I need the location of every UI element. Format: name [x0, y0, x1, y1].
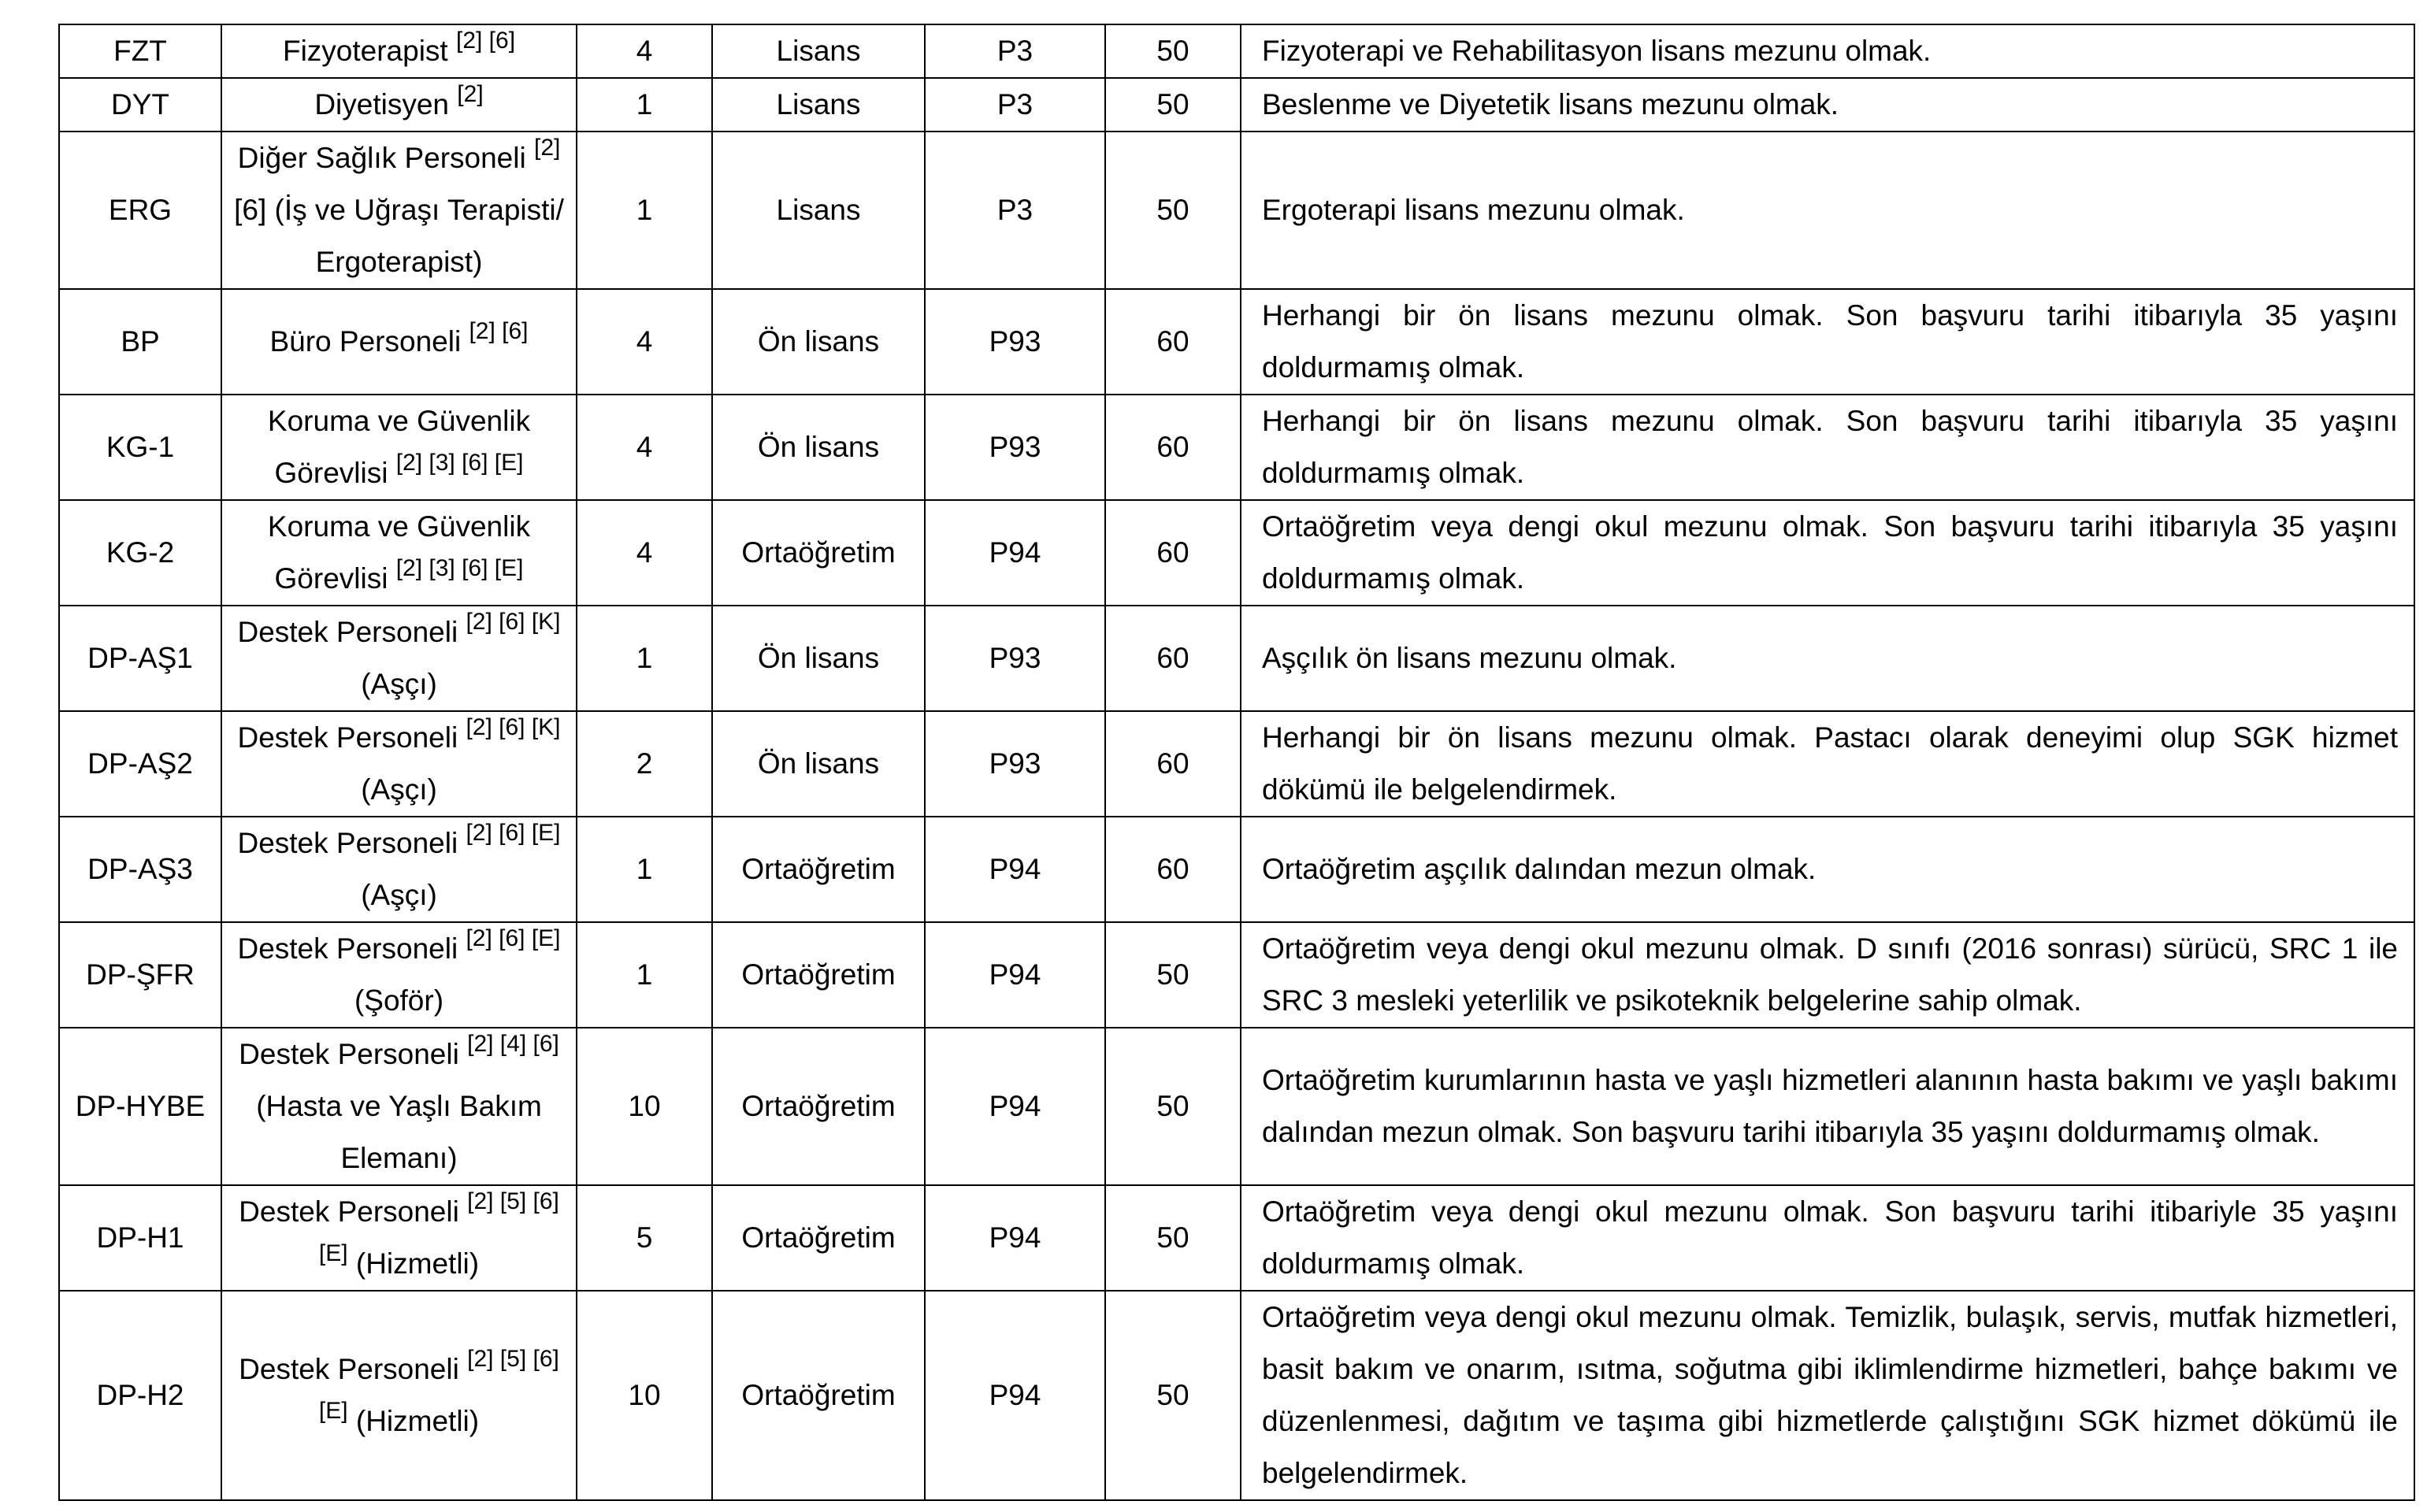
- position-title-suffix: (Aşçı): [361, 879, 437, 911]
- position-title: Fizyoterapist: [282, 35, 448, 67]
- reference-notes: [2] [5] [6] [E]: [318, 1188, 559, 1266]
- minimum-score-cell: 50: [1105, 1291, 1241, 1500]
- position-title: Destek Personeli: [239, 1038, 459, 1070]
- position-title-suffix: (Hasta ve Yaşlı Bakım Elemanı): [256, 1090, 542, 1174]
- position-title-cell: [221, 711, 577, 817]
- position-title: Destek Personeli: [239, 1353, 459, 1385]
- position-title: Koruma ve Güvenlik Görevlisi: [267, 405, 531, 489]
- position-code-cell: KG-2: [59, 500, 221, 606]
- minimum-score-cell: 50: [1105, 132, 1241, 289]
- reference-notes: [2] [6]: [455, 28, 516, 54]
- position-title: Destek Personeli: [237, 932, 458, 965]
- position-code-cell: DP-AŞ1: [59, 606, 221, 711]
- education-level-cell: Ön lisans: [712, 606, 925, 711]
- table-row: [59, 1185, 2414, 1291]
- position-code-cell: DP-ŞFR: [59, 922, 221, 1028]
- education-level-cell: Ortaöğretim: [712, 1291, 925, 1500]
- position-title-cell: [221, 922, 577, 1028]
- reference-notes: [2]: [533, 135, 561, 161]
- table-row: [59, 1291, 2414, 1500]
- requirement-cell: Aşçılık ön lisans mezunu olmak.: [1241, 606, 2414, 711]
- requirement-cell: Herhangi bir ön lisans mezunu olmak. Son başvuru tarihi itibarıyla 35 yaşını doldurmamış olmak.: [1241, 395, 2414, 500]
- kpss-type-cell: P3: [925, 78, 1105, 132]
- minimum-score-cell: 50: [1105, 922, 1241, 1028]
- reference-notes: [2] [6] [E]: [466, 820, 561, 846]
- kpss-type-cell: P94: [925, 1028, 1105, 1185]
- position-count-cell: 5: [577, 1185, 712, 1291]
- requirement-cell: Ortaöğretim kurumlarının hasta ve yaşlı hizmetleri alanının hasta bakımı ve yaşlı bakımı dalından mezun olmak. Son başvuru tarihi itibarıyla 35 yaşını doldurmamış olmak.: [1241, 1028, 2414, 1185]
- kpss-type-cell: P94: [925, 922, 1105, 1028]
- minimum-score-cell: 60: [1105, 289, 1241, 395]
- position-code-cell: DP-AŞ2: [59, 711, 221, 817]
- position-title: Koruma ve Güvenlik Görevlisi: [267, 510, 531, 595]
- position-title-suffix: (Hizmetli): [355, 1247, 480, 1280]
- education-level-cell: Ortaöğretim: [712, 500, 925, 606]
- education-level-cell: Ön lisans: [712, 289, 925, 395]
- position-title-cell: [221, 395, 577, 500]
- requirement-cell: Ortaöğretim veya dengi okul mezunu olmak. D sınıfı (2016 sonrası) sürücü, SRC 1 ile SRC 3 mesleki yeterlilik ve psikoteknik belgelerine sahip olmak.: [1241, 922, 2414, 1028]
- reference-notes: [2] [6] [K]: [466, 609, 561, 635]
- requirement-cell: Ortaöğretim veya dengi okul mezunu olmak. Son başvuru tarihi itibarıyla 35 yaşını doldurmamış olmak.: [1241, 500, 2414, 606]
- minimum-score-cell: 60: [1105, 817, 1241, 922]
- positions-table: [58, 24, 2415, 1501]
- minimum-score-cell: 60: [1105, 500, 1241, 606]
- table-row: [59, 78, 2414, 132]
- requirement-cell: Fizyoterapi ve Rehabilitasyon lisans mezunu olmak.: [1241, 24, 2414, 78]
- reference-notes: [2]: [457, 81, 484, 107]
- reference-notes: [2] [6] [K]: [466, 714, 561, 740]
- position-code-cell: DP-AŞ3: [59, 817, 221, 922]
- table-row: [59, 1028, 2414, 1185]
- requirement-cell: Herhangi bir ön lisans mezunu olmak. Son başvuru tarihi itibarıyla 35 yaşını doldurmamış olmak.: [1241, 289, 2414, 395]
- education-level-cell: Lisans: [712, 78, 925, 132]
- table-row: [59, 395, 2414, 500]
- position-title-cell: [221, 1028, 577, 1185]
- reference-notes: [2] [3] [6] [E]: [395, 555, 524, 581]
- position-title: Destek Personeli: [237, 721, 458, 754]
- requirement-cell: Ortaöğretim aşçılık dalından mezun olmak.: [1241, 817, 2414, 922]
- minimum-score-cell: 60: [1105, 395, 1241, 500]
- table-row: [59, 817, 2414, 922]
- requirement-cell: Beslenme ve Diyetetik lisans mezunu olmak.: [1241, 78, 2414, 132]
- position-count-cell: 4: [577, 395, 712, 500]
- position-code-cell: DP-HYBE: [59, 1028, 221, 1185]
- position-title: Büro Personeli: [269, 325, 462, 358]
- position-count-cell: 4: [577, 289, 712, 395]
- position-count-cell: 10: [577, 1028, 712, 1185]
- position-title-cell: [221, 289, 577, 395]
- position-code-cell: ERG: [59, 132, 221, 289]
- position-code-cell: BP: [59, 289, 221, 395]
- education-level-cell: Lisans: [712, 24, 925, 78]
- position-count-cell: 4: [577, 24, 712, 78]
- position-title: Diyetisyen: [314, 88, 450, 120]
- position-count-cell: 2: [577, 711, 712, 817]
- kpss-type-cell: P94: [925, 1185, 1105, 1291]
- reference-notes: [2] [6] [E]: [466, 925, 561, 951]
- requirement-cell: Herhangi bir ön lisans mezunu olmak. Pastacı olarak deneyimi olup SGK hizmet dökümü ile belgelendirmek.: [1241, 711, 2414, 817]
- reference-notes: [2] [6]: [469, 318, 529, 344]
- reference-notes: [2] [5] [6] [E]: [318, 1346, 559, 1424]
- kpss-type-cell: P94: [925, 1291, 1105, 1500]
- minimum-score-cell: 50: [1105, 24, 1241, 78]
- education-level-cell: Ortaöğretim: [712, 1185, 925, 1291]
- requirement-cell: Ortaöğretim veya dengi okul mezunu olmak. Son başvuru tarihi itibariyle 35 yaşını doldurmamış olmak.: [1241, 1185, 2414, 1291]
- minimum-score-cell: 50: [1105, 1185, 1241, 1291]
- minimum-score-cell: 50: [1105, 78, 1241, 132]
- position-title-cell: [221, 1291, 577, 1500]
- position-title-suffix: [6] (İş ve Uğraşı Terapisti/ Ergoterapist): [234, 194, 564, 278]
- position-code-cell: DP-H2: [59, 1291, 221, 1500]
- position-title-suffix: (Şoför): [354, 984, 444, 1017]
- kpss-type-cell: P3: [925, 132, 1105, 289]
- position-title-cell: [221, 606, 577, 711]
- reference-notes: [2] [3] [6] [E]: [395, 450, 524, 476]
- kpss-type-cell: P93: [925, 289, 1105, 395]
- position-title-cell: [221, 132, 577, 289]
- reference-notes: [2] [4] [6]: [467, 1031, 559, 1057]
- education-level-cell: Ortaöğretim: [712, 817, 925, 922]
- requirement-cell: Ergoterapi lisans mezunu olmak.: [1241, 132, 2414, 289]
- kpss-type-cell: P93: [925, 606, 1105, 711]
- position-code-cell: DP-H1: [59, 1185, 221, 1291]
- position-title-cell: [221, 78, 577, 132]
- table-row: [59, 500, 2414, 606]
- position-code-cell: DYT: [59, 78, 221, 132]
- position-title-cell: [221, 500, 577, 606]
- education-level-cell: Lisans: [712, 132, 925, 289]
- position-title: Diğer Sağlık Personeli: [237, 142, 526, 174]
- requirement-cell: Ortaöğretim veya dengi okul mezunu olmak. Temizlik, bulaşık, servis, mutfak hizmetleri, basit bakım ve onarım, ısıtma, soğutma gibi iklimlendirme hizmetleri, bahçe bakımı ve düzenlenmesi, dağıtım ve taşıma gibi hizmetlerde çalıştığını SGK hizmet dökümü ile belgelendirmek.: [1241, 1291, 2414, 1500]
- position-title: Destek Personeli: [237, 616, 458, 648]
- kpss-type-cell: P94: [925, 817, 1105, 922]
- table-row: [59, 24, 2414, 78]
- position-title-suffix: (Hizmetli): [355, 1405, 480, 1437]
- kpss-type-cell: P93: [925, 395, 1105, 500]
- kpss-type-cell: P3: [925, 24, 1105, 78]
- position-title-suffix: (Aşçı): [361, 773, 437, 806]
- position-count-cell: 1: [577, 78, 712, 132]
- table-row: [59, 132, 2414, 289]
- position-count-cell: 1: [577, 132, 712, 289]
- position-count-cell: 10: [577, 1291, 712, 1500]
- position-code-cell: FZT: [59, 24, 221, 78]
- position-title-cell: [221, 1185, 577, 1291]
- kpss-type-cell: P93: [925, 711, 1105, 817]
- education-level-cell: Ortaöğretim: [712, 922, 925, 1028]
- minimum-score-cell: 50: [1105, 1028, 1241, 1185]
- position-count-cell: 1: [577, 922, 712, 1028]
- position-title-cell: [221, 817, 577, 922]
- table-row: [59, 922, 2414, 1028]
- position-title-cell: [221, 24, 577, 78]
- education-level-cell: Ortaöğretim: [712, 1028, 925, 1185]
- kpss-type-cell: P94: [925, 500, 1105, 606]
- table-row: [59, 711, 2414, 817]
- position-count-cell: 1: [577, 606, 712, 711]
- position-count-cell: 4: [577, 500, 712, 606]
- minimum-score-cell: 60: [1105, 606, 1241, 711]
- position-title: Destek Personeli: [237, 827, 458, 859]
- position-code-cell: KG-1: [59, 395, 221, 500]
- position-count-cell: 1: [577, 817, 712, 922]
- position-title: Destek Personeli: [239, 1195, 459, 1228]
- table-row: [59, 289, 2414, 395]
- position-title-suffix: (Aşçı): [361, 668, 437, 700]
- minimum-score-cell: 60: [1105, 711, 1241, 817]
- table-row: [59, 606, 2414, 711]
- education-level-cell: Ön lisans: [712, 395, 925, 500]
- education-level-cell: Ön lisans: [712, 711, 925, 817]
